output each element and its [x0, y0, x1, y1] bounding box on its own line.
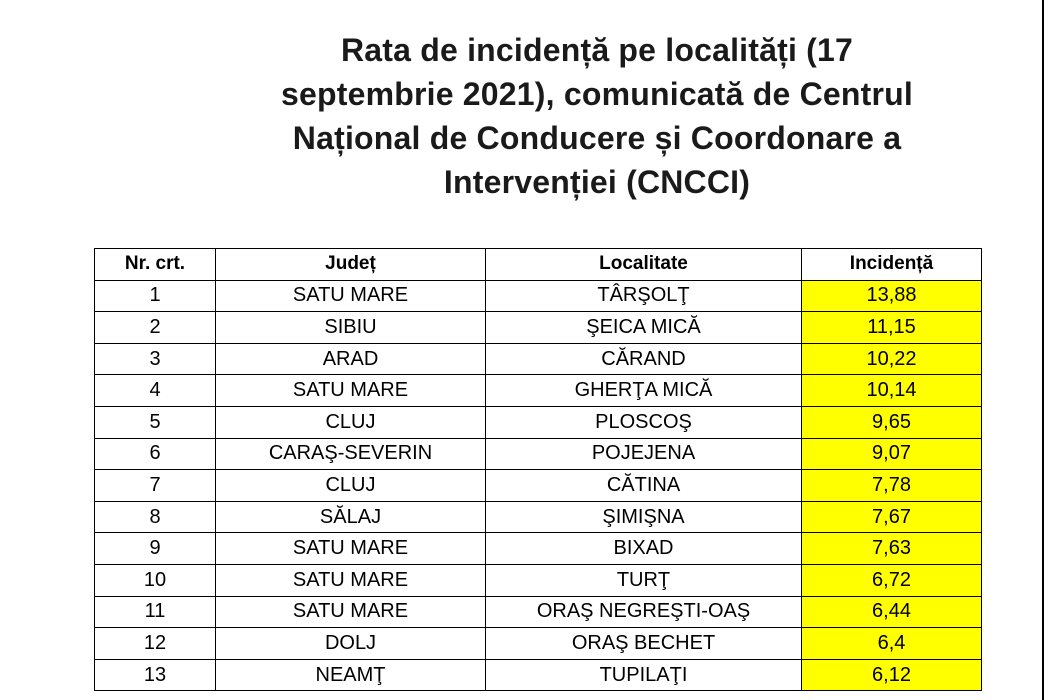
table-row [95, 533, 982, 565]
cell-localitate: POJEJENA [486, 438, 802, 470]
cell-judet: SĂLAJ [216, 501, 486, 533]
cell-nr: 7 [95, 470, 216, 502]
cell-localitate: CĂRAND [486, 343, 802, 375]
cell-judet: SATU MARE [216, 375, 486, 407]
cell-judet: SATU MARE [216, 596, 486, 628]
cell-judet: CLUJ [216, 406, 486, 438]
table-row [95, 312, 982, 344]
cell-incidenta: 10,22 [802, 343, 982, 375]
cell-nr: 4 [95, 375, 216, 407]
cell-nr: 5 [95, 406, 216, 438]
table-row [95, 596, 982, 628]
cell-nr: 3 [95, 343, 216, 375]
cell-incidenta: 9,07 [802, 438, 982, 470]
cell-incidenta: 9,65 [802, 406, 982, 438]
table-row [95, 564, 982, 596]
cell-incidenta: 10,14 [802, 375, 982, 407]
cell-nr: 9 [95, 533, 216, 565]
cell-judet: SATU MARE [216, 564, 486, 596]
cell-judet: SATU MARE [216, 533, 486, 565]
document-title [197, 28, 997, 204]
cell-judet: SATU MARE [216, 280, 486, 312]
cell-localitate: ORAŞ NEGREŞTI-OAŞ [486, 596, 802, 628]
cell-localitate: ŞIMIŞNA [486, 501, 802, 533]
header-localitate: Localitate [486, 249, 802, 281]
cell-localitate: ORAŞ BECHET [486, 628, 802, 660]
cell-nr: 6 [95, 438, 216, 470]
cell-nr: 1 [95, 280, 216, 312]
table-row [95, 406, 982, 438]
cell-incidenta: 7,67 [802, 501, 982, 533]
cell-incidenta: 7,78 [802, 470, 982, 502]
cell-localitate: BIXAD [486, 533, 802, 565]
title-line: Rata de incidență pe localități (17 [340, 32, 854, 68]
cell-judet: CLUJ [216, 470, 486, 502]
cell-localitate: TUPILAŢI [486, 659, 802, 691]
cell-nr: 13 [95, 659, 216, 691]
cell-localitate: ŞEICA MICĂ [486, 312, 802, 344]
cell-incidenta: 11,15 [802, 312, 982, 344]
page-edge-line [1042, 0, 1044, 700]
table-row [95, 659, 982, 691]
title-line: Intervenției (CNCCI) [443, 164, 751, 200]
cell-judet: ARAD [216, 343, 486, 375]
cell-nr: 11 [95, 596, 216, 628]
cell-judet: NEAMŢ [216, 659, 486, 691]
cell-localitate: GHERŢA MICĂ [486, 375, 802, 407]
cell-judet: CARAŞ-SEVERIN [216, 438, 486, 470]
header-nr-crt: Nr. crt. [95, 249, 216, 281]
cell-nr: 10 [95, 564, 216, 596]
cell-incidenta: 6,44 [802, 596, 982, 628]
cell-localitate: PLOSCOŞ [486, 406, 802, 438]
title-line: Național de Conducere și Coordonare a [292, 120, 902, 156]
table-row [95, 470, 982, 502]
cell-incidenta: 13,88 [802, 280, 982, 312]
cell-nr: 2 [95, 312, 216, 344]
table-row [95, 280, 982, 312]
table-row [95, 343, 982, 375]
cell-incidenta: 6,4 [802, 628, 982, 660]
title-line: septembrie 2021), comunicată de Centrul [280, 76, 913, 112]
header-incidenta: Incidență [802, 249, 982, 281]
cell-nr: 12 [95, 628, 216, 660]
cell-judet: DOLJ [216, 628, 486, 660]
table-header-row [95, 249, 982, 281]
table-row [95, 438, 982, 470]
cell-incidenta: 6,12 [802, 659, 982, 691]
cell-nr: 8 [95, 501, 216, 533]
table-row [95, 628, 982, 660]
header-judet: Județ [216, 249, 486, 281]
cell-localitate: TÂRŞOLŢ [486, 280, 802, 312]
cell-incidenta: 7,63 [802, 533, 982, 565]
cell-judet: SIBIU [216, 312, 486, 344]
table-row [95, 501, 982, 533]
cell-incidenta: 6,72 [802, 564, 982, 596]
cell-localitate: TURŢ [486, 564, 802, 596]
cell-localitate: CĂTINA [486, 470, 802, 502]
table-row [95, 375, 982, 407]
incidence-table [94, 248, 982, 691]
